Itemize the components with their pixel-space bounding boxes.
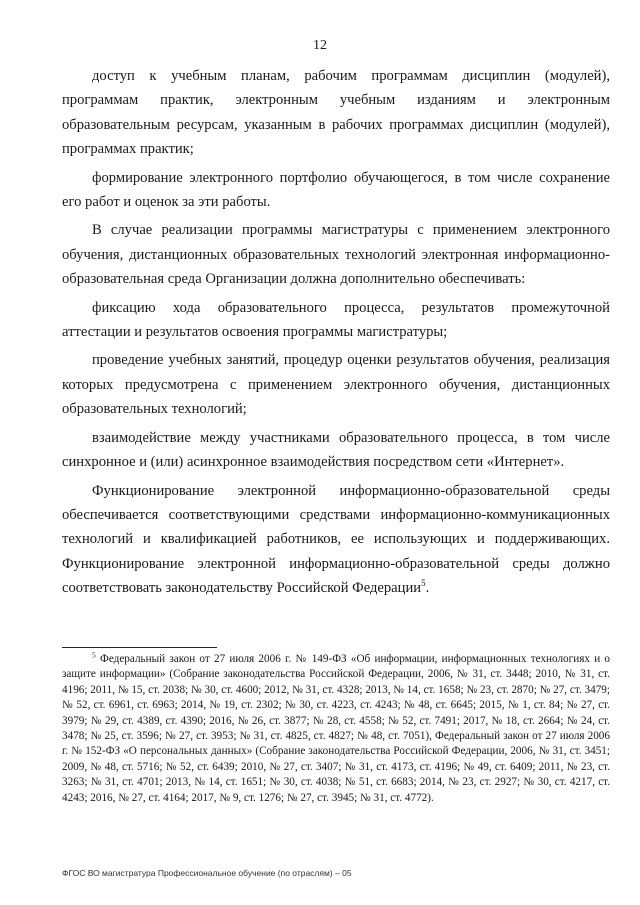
paragraph-2: формирование электронного портфолио обучающегося, в том числе сохранение его работ и оценок за эти работы.: [62, 169, 610, 211]
footnote-separator: [62, 647, 217, 648]
paragraph-3: В случае реализации программы магистратуры с применением электронного обучения, дистанционных образовательных технологий электронная информационно-образовательная среда Организации должна дополнительно обеспечивать:: [62, 222, 610, 288]
paragraph-6: взаимодействие между участниками образовательного процесса, в том числе синхронное и (или) асинхронное взаимодействия посредством сети «Интернет».: [62, 429, 610, 471]
paragraph-4: фиксацию хода образовательного процесса, результатов промежуточной аттестации и результатов освоения программы магистратуры;: [62, 299, 610, 341]
body-text: [62, 64, 610, 605]
paragraph-7: [62, 479, 610, 601]
page-footer: ФГОС ВО магистратура Профессиональное обучение (по отраслям) – 05: [62, 868, 352, 878]
footnote: [62, 652, 610, 806]
footnote-text: Федеральный закон от 27 июля 2006 г. № 149-ФЗ «Об информации, информационных технологиях и о защите информации» (Собрание законодательства Российской Федерации, 2006, № 31, ст. 3448; 2010, № 31, ст. 4196; 2011, № 15, ст. 2038; № 30, ст. 4600; 2012, № 31, ст. 4328; 2013, № 14, ст. 1658; № 23, ст. 2870; № 27, ст. 3479; № 52, ст. 6961, ст. 6963; 2014, № 19, ст. 2302; № 30, ст. 4223, ст. 4243; № 48, ст. 6645; 2015, № 1, ст. 84; № 27, ст. 3979; № 29, ст. 4389, ст. 4390; 2016, № 26, ст. 3877; № 28, ст. 4558; № 52, ст. 7491; 2017, № 18, ст. 2664; № 24, ст. 3478; № 25, ст. 3596; № 27, ст. 3953; № 31, ст. 4825, ст. 4827; № 48, ст. 7051), Федеральный закон от 27 июля 2006 г. № 152-ФЗ «О персональных данных» (Собрание законодательства Российской Федерации, 2006, № 31, ст. 3451; 2009, № 48, ст. 5716; № 52, ст. 6439; 2010, № 27, ст. 3407; № 31, ст. 4173, ст. 4196; № 49, ст. 6409; 2011, № 23, ст. 3263; № 31, ст. 4701; 2013, № 14, ст. 1651; № 30, ст. 4038; № 51, ст. 6683; 2014, № 23, ст. 2927; № 30, ст. 4217, ст. 4243; 2016, № 27, ст. 4164; 2017, № 9, ст. 1276; № 27, ст. 3945; № 31, ст. 4772).: [62, 653, 611, 804]
paragraph-5: проведение учебных занятий, процедур оценки результатов обучения, реализация которых предусмотрена с применением электронного обучения, дистанционных образовательных технологий;: [62, 352, 610, 418]
page-number: 12: [313, 38, 327, 53]
paragraph-7-end: .: [425, 580, 430, 597]
paragraph-7-text: Функционирование электронной информационно-образовательной среды обеспечивается соответствующими средствами информационно-коммуникационных технологий и квалификацией работников, ее использующих и поддерживающих. Функционирование электронной информационно-образовательной среды должно соответствовать законодательству Российской Федерации: [62, 482, 610, 597]
paragraph-1: доступ к учебным планам, рабочим программам дисциплин (модулей), программам практик, электронным учебным изданиям и электронным образовательным ресурсам, указанным в рабочих программах дисциплин (модулей), программах практик;: [62, 68, 610, 158]
footnote-marker: 5: [92, 650, 96, 660]
footnote-reference[interactable]: 5: [421, 578, 426, 589]
